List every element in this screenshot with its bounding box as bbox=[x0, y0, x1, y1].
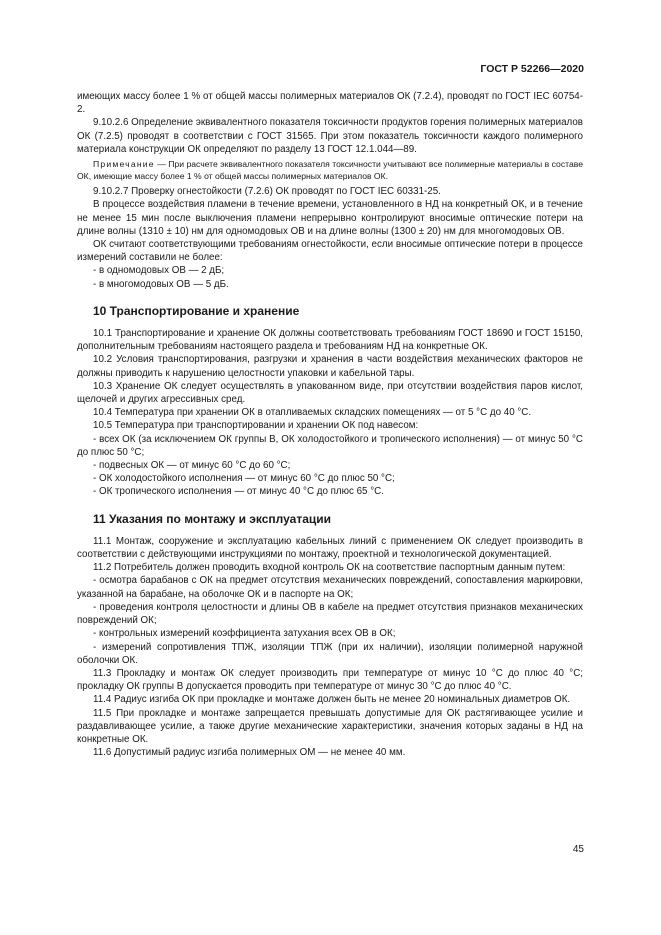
paragraph: имеющих массу более 1 % от общей массы полимерных материалов ОК (7.2.4), проводят по ГОСТ IEC 60754-2. bbox=[77, 91, 583, 116]
paragraph: ОК считают соответствующими требованиям огнестойкости, если вносимые оптические потери в процессе измерений составили не более: bbox=[77, 239, 583, 264]
paragraph: 11.1 Монтаж, сооружение и эксплуатацию кабельных линий с применением ОК следует производить в соответствии с действующими инструкциями по монтажу, проектной и технологической документацией. bbox=[77, 535, 583, 561]
list-item: - ОК тропического исполнения — от минус 40 °С до плюс 65 °С. bbox=[93, 486, 384, 498]
note bbox=[77, 159, 583, 182]
paragraph: 10.1 Транспортирование и хранение ОК должны соответствовать требованиям ГОСТ 18690 и ГОСТ 15150, дополнительным требованиям настоящего раздела и требованиям НД на конкретные ОК. bbox=[77, 328, 583, 353]
note-text: — При расчете эквивалентного показателя токсичности учитывают все полимерные материалы в составе ОК, имеющие массу более 1 % от общей массы полимерных материалов ОК. bbox=[77, 159, 583, 181]
paragraph: 9.10.2.6 Определение эквивалентного показателя токсичности продуктов горения полимерных материалов ОК (7.2.5) проводят в соответствии с ГОСТ 31565. При этом показатель токсичности каждого полимерного материала конструкции ОК определяют по разделу 13 ГОСТ 12.1.044—89. bbox=[77, 117, 583, 155]
list-item: - в одномодовых ОВ — 2 дБ; bbox=[93, 265, 225, 277]
list-item: - подвесных ОК — от минус 60 °С до 60 °С; bbox=[93, 460, 291, 472]
list-item: - измерений сопротивления ТПЖ, изоляции ТПЖ (при их наличии), изоляции полимерной наружной оболочки ОК. bbox=[77, 641, 583, 666]
paragraph: 11.5 При прокладке и монтаже запрещается превышать допустимые для ОК растягивающее усилие и раздавливающее усилие, а также другие механические характеристики, значения которых заданы в НД на конкретные ОК. bbox=[77, 707, 583, 745]
section-10-title: 10 Транспортирование и хранение bbox=[93, 303, 300, 318]
list-item: - ОК холодостойкого исполнения — от минус 60 °С до плюс 50 °С; bbox=[93, 473, 395, 485]
section-11-title: 11 Указания по монтажу и эксплуатации bbox=[93, 511, 332, 526]
paragraph: 10.3 Хранение ОК следует осуществлять в упакованном виде, при отсутствии воздействия паров кислот, щелочей и других агрессивных сред. bbox=[77, 380, 583, 406]
list-item: - осмотра барабанов с ОК на предмет отсутствия механических повреждений, сопоставления маркировки, указанной на барабане, на оболочке ОК и в паспорте на ОК; bbox=[77, 575, 583, 600]
paragraph: 10.5 Температура при транспортировании и хранении ОК под навесом: bbox=[93, 420, 419, 432]
paragraph: 11.3 Прокладку и монтаж ОК следует производить при температуре от минус 10 °С до плюс 40 °С; прокладку ОК группы В допускается проводить при температуре от минус 30 °С до плюс 40 °С. bbox=[77, 667, 583, 693]
list-item: - проведения контроля целостности и длины ОВ в кабеле на предмет отсутствия признаков механических повреждений ОК; bbox=[77, 601, 583, 627]
list-item: - в многомодовых ОВ — 5 дБ. bbox=[93, 278, 229, 290]
note-label: Примечание bbox=[93, 159, 155, 170]
paragraph: 9.10.2.7 Проверку огнестойкости (7.2.6) ОК проводят по ГОСТ IEC 60331-25. bbox=[93, 186, 441, 198]
paragraph: 10.4 Температура при хранении ОК в отапливаемых складских помещениях — от 5 °С до 40 °С. bbox=[93, 407, 532, 419]
paragraph: 10.2 Условия транспортирования, разгрузки и хранения в части воздействия механических факторов не должны приводить к нарушению целостности упаковки и кабельной тары. bbox=[77, 354, 583, 379]
list-item: - контрольных измерений коэффициента затухания всех ОВ в ОК; bbox=[93, 628, 396, 640]
paragraph: 11.6 Допустимый радиус изгиба полимерных ОМ — не менее 40 мм. bbox=[93, 747, 406, 759]
list-item: - всех ОК (за исключением ОК группы В, ОК холодостойкого и тропического исполнения) — от минус 50 °С до плюс 50 °С; bbox=[77, 433, 583, 458]
paragraph: 11.4 Радиус изгиба ОК при прокладке и монтаже должен быть не менее 20 номинальных диаметров ОК. bbox=[93, 694, 571, 706]
standard-header: ГОСТ Р 52266—2020 bbox=[480, 63, 584, 75]
page-content bbox=[77, 90, 583, 759]
paragraph: В процессе воздействия пламени в течение времени, установленного в НД на конкретный ОК, и в течение не менее 15 мин после выключения пламени непрерывно контролируют вносимые оптические потери на длине волны (1310 ± 10) нм для одномодовых ОВ и на длине волны (1300 ± 20) нм для многомодовых ОВ. bbox=[77, 199, 583, 237]
page-number: 45 bbox=[572, 844, 584, 855]
paragraph: 11.2 Потребитель должен проводить входной контроль ОК на соответствие паспортным данным путем: bbox=[93, 562, 566, 574]
